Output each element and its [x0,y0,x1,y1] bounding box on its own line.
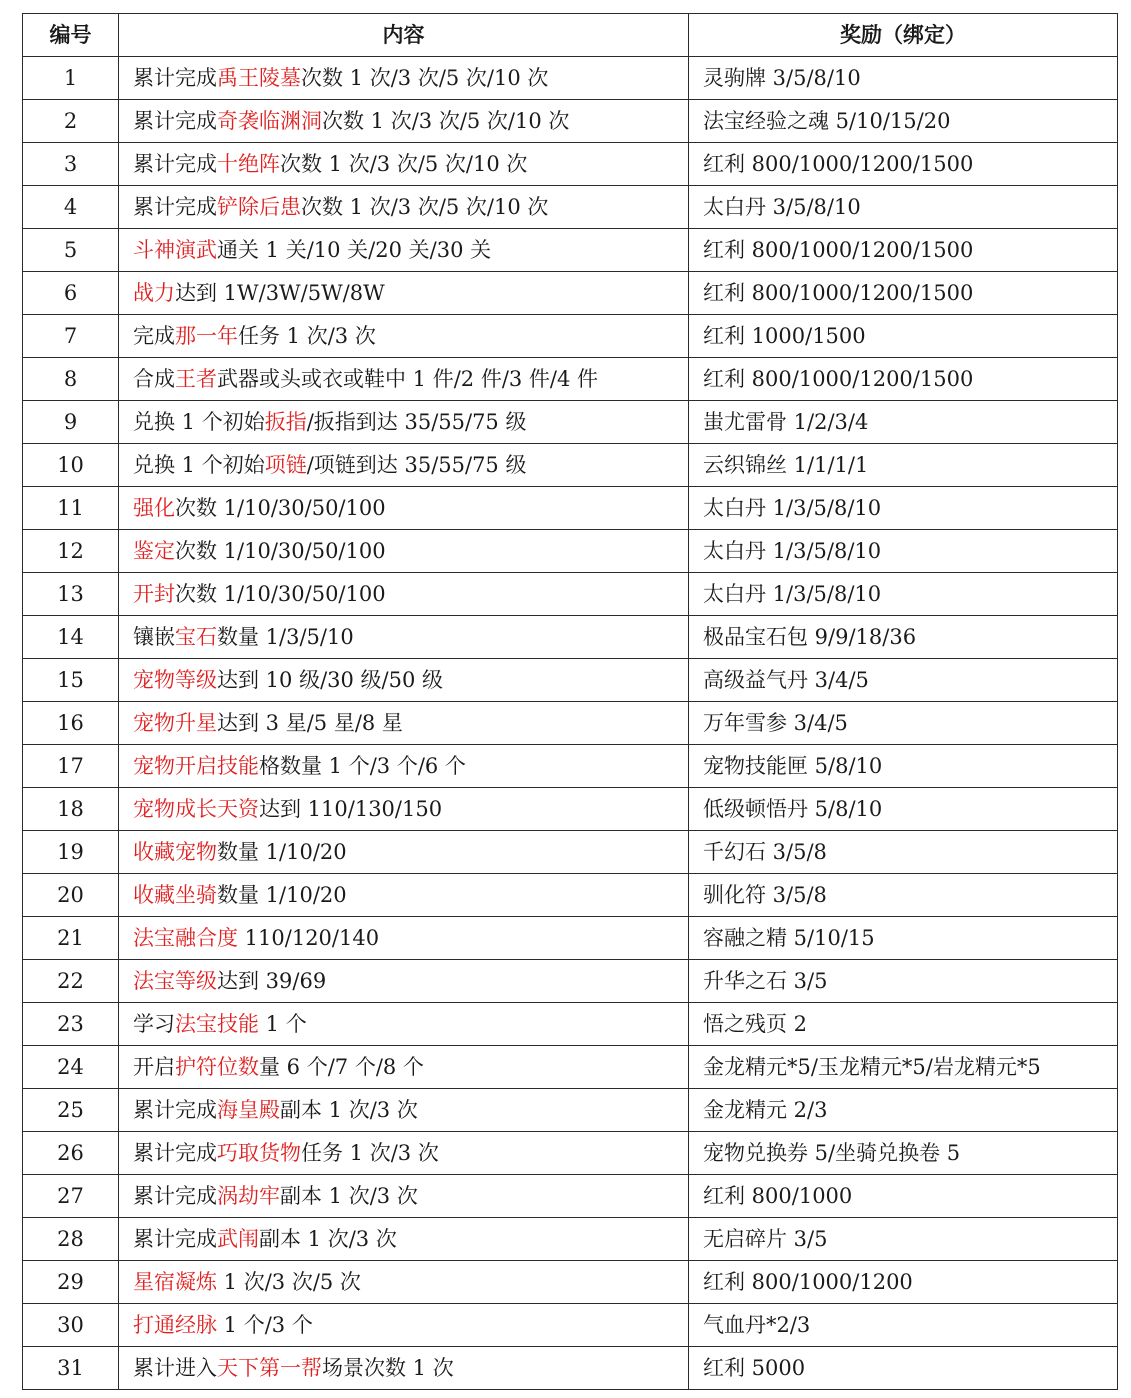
content-highlight: 强化 [133,496,175,520]
content-highlight: 奇袭临渊洞 [217,109,322,133]
row-number: 18 [23,788,119,831]
table-row [23,229,1118,272]
row-content [119,831,689,874]
row-content [119,186,689,229]
row-content [119,143,689,186]
row-content [119,960,689,1003]
row-content [119,702,689,745]
row-reward: 太白丹 3/5/8/10 [689,186,1118,229]
row-content [119,1218,689,1261]
row-reward: 无启碎片 3/5 [689,1218,1118,1261]
content-text: 次数 1/10/30/50/100 [175,496,386,520]
row-content [119,1089,689,1132]
content-text: 格数量 1 个/3 个/6 个 [259,754,466,778]
row-number: 16 [23,702,119,745]
row-reward: 高级益气丹 3/4/5 [689,659,1118,702]
row-reward: 宠物兑换券 5/坐骑兑换卷 5 [689,1132,1118,1175]
row-reward: 红利 5000 [689,1347,1118,1390]
table-row [23,745,1118,788]
table-row [23,1218,1118,1261]
table-row [23,1175,1118,1218]
row-number: 26 [23,1132,119,1175]
row-reward: 太白丹 1/3/5/8/10 [689,487,1118,530]
content-text: 任务 1 次/3 次 [301,1141,439,1165]
row-number: 5 [23,229,119,272]
content-text: 累计完成 [133,152,217,176]
row-number: 21 [23,917,119,960]
row-number: 22 [23,960,119,1003]
row-number: 25 [23,1089,119,1132]
content-text: 达到 39/69 [217,969,327,993]
row-number: 17 [23,745,119,788]
row-content [119,57,689,100]
content-text: 副本 1 次/3 次 [280,1098,418,1122]
table-row [23,100,1118,143]
table-row [23,874,1118,917]
table-row [23,186,1118,229]
content-text: 镶嵌 [133,625,175,649]
table-row [23,401,1118,444]
content-text: 次数 1 次/3 次/5 次/10 次 [280,152,528,176]
row-content [119,1046,689,1089]
table-row [23,1347,1118,1390]
content-text: 数量 1/10/20 [217,883,347,907]
content-text: 达到 3 星/5 星/8 星 [217,711,403,735]
table-row [23,917,1118,960]
content-text: 数量 1/3/5/10 [217,625,354,649]
content-text: 通关 1 关/10 关/20 关/30 关 [217,238,492,262]
row-number: 10 [23,444,119,487]
row-number: 6 [23,272,119,315]
row-content [119,1261,689,1304]
content-text: 副本 1 次/3 次 [259,1227,397,1251]
content-highlight: 扳指 [264,410,307,434]
table-row [23,616,1118,659]
content-text: 场景次数 1 次 [322,1356,454,1380]
row-content [119,315,689,358]
content-highlight: 法宝融合度 [133,926,238,950]
table-row [23,1304,1118,1347]
row-content [119,444,689,487]
content-text: 达到 10 级/30 级/50 级 [217,668,444,692]
content-text: 累计进入 [133,1356,217,1380]
row-number: 13 [23,573,119,616]
row-content [119,659,689,702]
row-reward: 万年雪参 3/4/5 [689,702,1118,745]
table-row [23,487,1118,530]
table-header [23,14,1118,57]
content-text: 合成 [133,367,175,391]
row-reward: 金龙精元 2/3 [689,1089,1118,1132]
content-highlight: 涡劫牢 [217,1184,280,1208]
content-text: 量 6 个/7 个/8 个 [259,1055,424,1079]
content-highlight: 禹王陵墓 [217,66,301,90]
content-text: 达到 110/130/150 [259,797,443,821]
row-content [119,100,689,143]
content-highlight: 宠物等级 [133,668,217,692]
row-reward: 金龙精元*5/玉龙精元*5/岩龙精元*5 [689,1046,1118,1089]
content-text: 累计完成 [133,1098,217,1122]
row-number: 7 [23,315,119,358]
content-highlight: 斗神演武 [133,238,217,262]
content-highlight: 星宿凝炼 [133,1270,217,1294]
row-content [119,229,689,272]
table-row [23,702,1118,745]
row-number: 2 [23,100,119,143]
content-highlight: 武闱 [217,1227,259,1251]
row-reward: 红利 800/1000 [689,1175,1118,1218]
row-content [119,272,689,315]
content-highlight: 宠物开启技能 [133,754,259,778]
content-highlight: 宠物成长天资 [133,797,259,821]
table-row [23,1003,1118,1046]
row-reward: 宠物技能匣 5/8/10 [689,745,1118,788]
content-text: 兑换 1 个初始 [133,410,265,434]
row-content [119,1132,689,1175]
row-reward: 太白丹 1/3/5/8/10 [689,573,1118,616]
content-highlight: 收藏宠物 [133,840,217,864]
row-content [119,1347,689,1390]
content-highlight: 那一年 [175,324,238,348]
content-text: 累计完成 [133,1184,217,1208]
content-text: 开启 [133,1055,175,1079]
content-highlight: 王者 [175,367,217,391]
content-highlight: 宝石 [175,625,217,649]
row-content [119,487,689,530]
row-reward: 低级顿悟丹 5/8/10 [689,788,1118,831]
row-number: 23 [23,1003,119,1046]
row-number: 20 [23,874,119,917]
content-text: 累计完成 [133,1141,217,1165]
table-row [23,573,1118,616]
content-text: 副本 1 次/3 次 [280,1184,418,1208]
row-reward: 云织锦丝 1/1/1/1 [689,444,1118,487]
content-highlight: 巧取货物 [217,1141,301,1165]
table-row [23,444,1118,487]
row-content [119,1175,689,1218]
table-row [23,1046,1118,1089]
content-highlight: 宠物升星 [133,711,217,735]
row-reward: 红利 800/1000/1200/1500 [689,272,1118,315]
header-reward: 奖励（绑定） [689,14,1118,57]
content-highlight: 法宝等级 [133,969,217,993]
content-text: /项链到达 35/55/75 级 [306,453,527,477]
content-text: 累计完成 [133,1227,217,1251]
row-number: 3 [23,143,119,186]
content-highlight: 收藏坐骑 [133,883,217,907]
row-reward: 红利 800/1000/1200/1500 [689,229,1118,272]
content-text: 累计完成 [133,109,217,133]
content-text: 任务 1 次/3 次 [238,324,376,348]
content-highlight: 天下第一帮 [217,1356,322,1380]
row-number: 9 [23,401,119,444]
row-number: 14 [23,616,119,659]
row-number: 12 [23,530,119,573]
table-row [23,960,1118,1003]
row-content [119,358,689,401]
row-reward: 容融之精 5/10/15 [689,917,1118,960]
content-highlight: 鉴定 [133,539,175,563]
content-text: 次数 1/10/30/50/100 [175,582,386,606]
content-highlight: 海皇殿 [217,1098,280,1122]
row-number: 15 [23,659,119,702]
row-reward: 驯化符 3/5/8 [689,874,1118,917]
content-highlight: 法宝技能 [175,1012,259,1036]
table-row [23,788,1118,831]
table-row [23,143,1118,186]
header-row [23,14,1118,57]
content-text: 次数 1 次/3 次/5 次/10 次 [301,195,549,219]
content-highlight: 战力 [133,281,175,305]
content-highlight: 打通经脉 [133,1313,217,1337]
row-content [119,530,689,573]
header-no: 编号 [23,14,119,57]
row-reward: 气血丹*2/3 [689,1304,1118,1347]
row-number: 19 [23,831,119,874]
table-row [23,1132,1118,1175]
row-number: 31 [23,1347,119,1390]
row-number: 29 [23,1261,119,1304]
row-reward: 红利 800/1000/1200 [689,1261,1118,1304]
row-reward: 极品宝石包 9/9/18/36 [689,616,1118,659]
row-number: 30 [23,1304,119,1347]
content-highlight: 十绝阵 [217,152,280,176]
row-reward: 太白丹 1/3/5/8/10 [689,530,1118,573]
row-reward: 红利 1000/1500 [689,315,1118,358]
reward-table [22,13,1118,1390]
content-text: /扳指到达 35/55/75 级 [306,410,527,434]
row-reward: 升华之石 3/5 [689,960,1118,1003]
content-text: 累计完成 [133,66,217,90]
content-highlight: 项链 [264,453,307,477]
table-row [23,272,1118,315]
row-content [119,573,689,616]
row-content [119,1304,689,1347]
row-reward: 悟之残页 2 [689,1003,1118,1046]
row-content [119,788,689,831]
content-text: 兑换 1 个初始 [133,453,265,477]
table-row [23,831,1118,874]
content-text: 次数 1/10/30/50/100 [175,539,386,563]
row-content [119,874,689,917]
row-content [119,1003,689,1046]
row-reward: 千幻石 3/5/8 [689,831,1118,874]
content-text: 次数 1 次/3 次/5 次/10 次 [322,109,570,133]
row-number: 4 [23,186,119,229]
content-text: 达到 1W/3W/5W/8W [175,281,385,305]
content-highlight: 护符位数 [175,1055,259,1079]
content-text: 110/120/140 [238,926,380,950]
row-number: 24 [23,1046,119,1089]
table-row [23,659,1118,702]
content-text: 1 次/3 次/5 次 [217,1270,361,1294]
content-text: 1 个 [259,1012,307,1036]
table-body [23,57,1118,1390]
row-number: 1 [23,57,119,100]
content-text: 学习 [133,1012,175,1036]
table-row [23,530,1118,573]
row-number: 28 [23,1218,119,1261]
content-text: 次数 1 次/3 次/5 次/10 次 [301,66,549,90]
row-number: 11 [23,487,119,530]
content-text: 完成 [133,324,175,348]
row-reward: 红利 800/1000/1200/1500 [689,143,1118,186]
content-text: 武器或头或衣或鞋中 1 件/2 件/3 件/4 件 [217,367,599,391]
row-content [119,745,689,788]
row-number: 8 [23,358,119,401]
table-row [23,358,1118,401]
row-reward: 蚩尤雷骨 1/2/3/4 [689,401,1118,444]
row-reward: 法宝经验之魂 5/10/15/20 [689,100,1118,143]
content-highlight: 开封 [133,582,175,606]
content-text: 累计完成 [133,195,217,219]
table-row [23,57,1118,100]
row-number: 27 [23,1175,119,1218]
table-row [23,315,1118,358]
row-content [119,917,689,960]
row-reward: 灵驹牌 3/5/8/10 [689,57,1118,100]
row-content [119,401,689,444]
content-highlight: 铲除后患 [217,195,301,219]
row-content [119,616,689,659]
table-row [23,1089,1118,1132]
content-text: 数量 1/10/20 [217,840,347,864]
header-content: 内容 [119,14,689,57]
content-text: 1 个/3 个 [217,1313,313,1337]
table-row [23,1261,1118,1304]
row-reward: 红利 800/1000/1200/1500 [689,358,1118,401]
